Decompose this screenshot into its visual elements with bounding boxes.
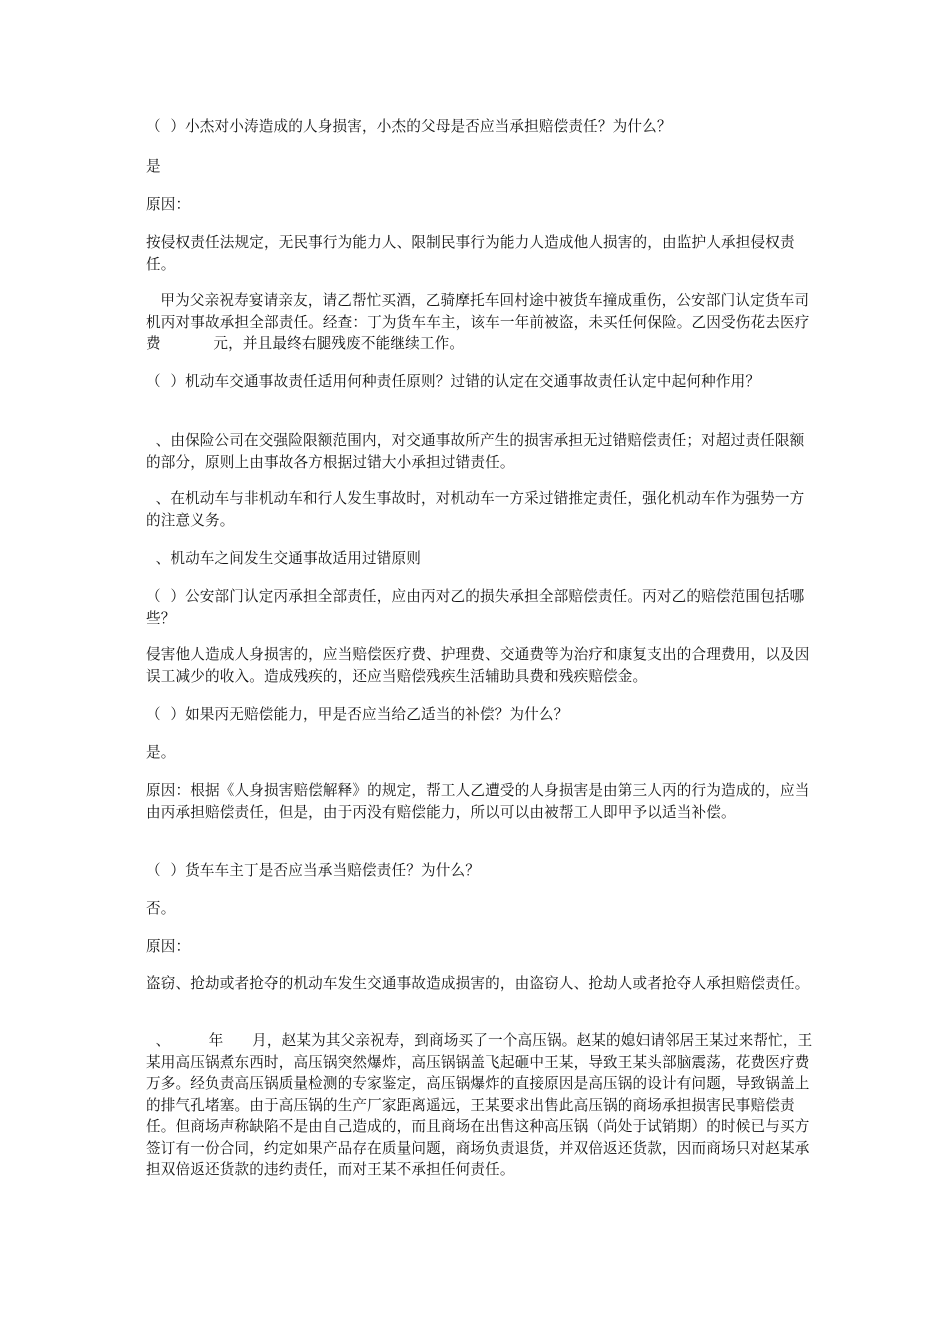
answer-paragraph: 、机动车之间发生交通事故适用过错原则 xyxy=(146,550,421,567)
reason-label: 原因： xyxy=(146,938,191,955)
answer-paragraph: 否。 xyxy=(146,900,176,917)
answer-paragraph: 、由保险公司在交强险限额范围内，对交通事故所产生的损害承担无过错赔偿责任；对超过责任限额的部分，原则上由事故各方根据过错大小承担过错责任。 xyxy=(146,432,805,471)
answer-paragraph: 是。 xyxy=(146,744,176,761)
case-paragraph: 甲为父亲祝寿宴请亲友，请乙帮忙买酒，乙骑摩托车回村途中被货车撞成重伤，公安部门认定货车司机丙对事故承担全部责任。经查：丁为货车车主，该车一年前被盗，未买任何保险。乙因受伤花去医疗费 元，并且最终右腿残废不能继续工作。 xyxy=(146,292,810,352)
answer-paragraph: 侵害他人造成人身损害的，应当赔偿医疗费、护理费、交通费等为治疗和康复支出的合理费用，以及因误工减少的收入。造成残疾的，还应当赔偿残疾生活辅助具费和残疾赔偿金。 xyxy=(146,646,810,685)
question-paragraph: （ ）货车车主丁是否应当承当赔偿责任？为什么？ xyxy=(146,862,480,879)
answer-paragraph: 是 xyxy=(146,158,161,175)
reason-paragraph: 按侵权责任法规定，无民事行为能力人、限制民事行为能力人造成他人损害的，由监护人承担侵权责任。 xyxy=(146,234,795,273)
question-paragraph: （ ）小杰对小涛造成的人身损害，小杰的父母是否应当承担赔偿责任？为什么？ xyxy=(146,118,672,135)
reason-label: 原因： xyxy=(146,196,191,213)
question-paragraph: （ ）公安部门认定丙承担全部责任，应由丙对乙的损失承担全部赔偿责任。丙对乙的赔偿范围包括哪些？ xyxy=(146,588,805,627)
case-paragraph: 、 年 月，赵某为其父亲祝寿，到商场买了一个高压锅。赵某的媳妇请邻居王某过来帮忙，王某用高压锅煮东西时，高压锅突然爆炸，高压锅锅盖飞起砸中王某，导致王某头部脑震荡，花费医疗费 万多。经负责高压锅质量检测的专家鉴定，高压锅爆炸的直接原因是高压锅的设计有问题，导致锅盖上的排气孔堵塞。由于高压锅的生产厂家距离遥远，王某要求出售此高压锅的商场承担损害民事赔偿责任。但商场声称缺陷不是由自己造成的，而且商场在出售这种高压锅（尚处于试销期）的时候已与买方签订有一份合同，约定如果产品存在质量问题，商场负责退货，并双倍返还货款，因而商场只对赵某承担双倍返还货款的违约责任，而对王某不承担任何责任。 xyxy=(146,1032,829,1178)
reason-paragraph: 盗窃、抢劫或者抢夺的机动车发生交通事故造成损害的，由盗窃人、抢劫人或者抢夺人承担赔偿责任。 xyxy=(146,975,810,992)
question-paragraph: （ ）机动车交通事故责任适用何种责任原则？过错的认定在交通事故责任认定中起何种作用？ xyxy=(146,373,761,390)
question-paragraph: （ ）如果丙无赔偿能力，甲是否应当给乙适当的补偿？为什么？ xyxy=(146,706,569,723)
reason-paragraph: 原因：根据《人身损害赔偿解释》的规定，帮工人乙遭受的人身损害是由第三人丙的行为造成的，应当由丙承担赔偿责任，但是，由于丙没有赔偿能力，所以可以由被帮工人即甲予以适当补偿。 xyxy=(146,782,810,821)
answer-paragraph: 、在机动车与非机动车和行人发生事故时，对机动车一方采过错推定责任，强化机动车作为强势一方的注意义务。 xyxy=(146,490,805,529)
